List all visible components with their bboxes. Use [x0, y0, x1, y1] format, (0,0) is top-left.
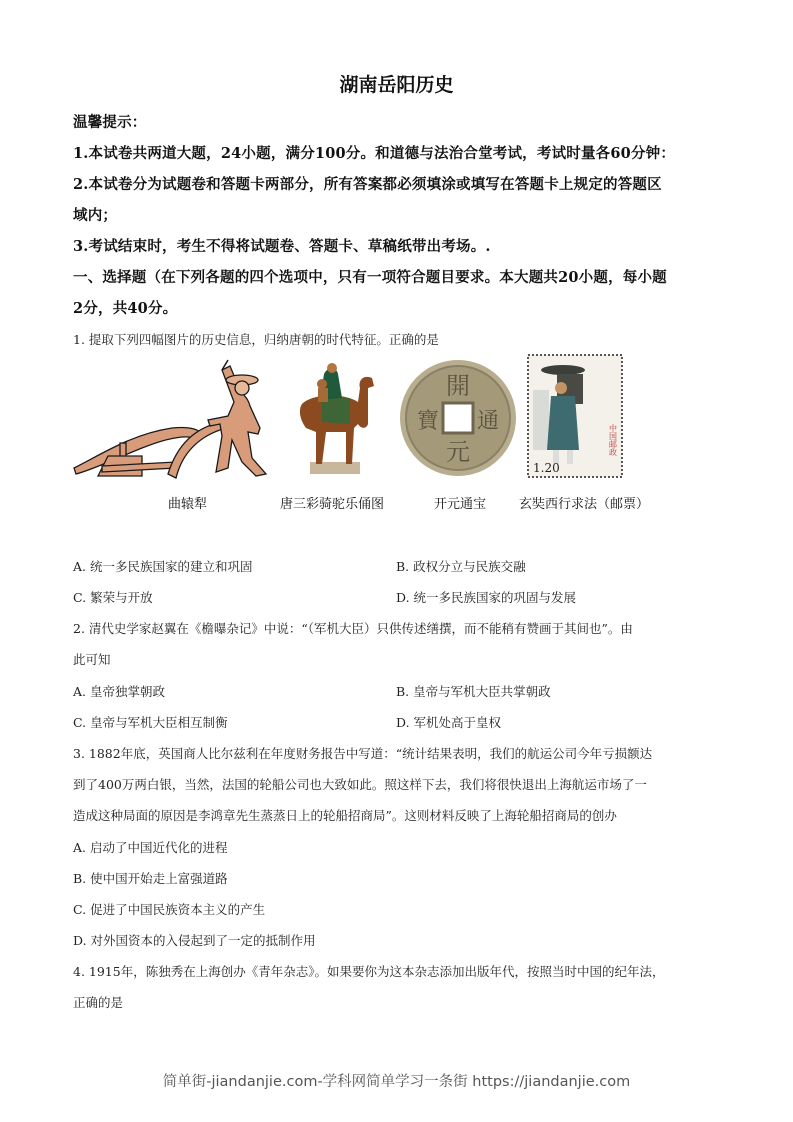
svg-text:寶: 寶	[416, 409, 440, 434]
question-3-option-d[interactable]: D. 对外国资本的入侵起到了一定的抵制作用	[73, 933, 316, 948]
notice-line: 2.本试卷分为试题卷和答题卡两部分，所有答案都必须填涂或填写在答题卡上规定的答题区	[73, 176, 662, 193]
page-title: 湖南岳阳历史	[339, 74, 454, 96]
svg-text:元: 元	[446, 438, 470, 466]
section-heading: 2分，共40分。	[73, 300, 178, 317]
svg-text:通: 通	[476, 409, 500, 434]
svg-text:中国邮政: 中国邮政	[608, 424, 618, 456]
question-3-option-b[interactable]: B. 使中国开始走上富强道路	[73, 871, 228, 886]
question-1-option-a[interactable]: A. 统一多民族国家的建立和巩固	[73, 559, 253, 574]
question-1-option-b[interactable]: B. 政权分立与民族交融	[396, 559, 526, 574]
figure-caption: 曲辕犁	[168, 497, 208, 512]
question-3-stem: 到了400万两白银，当然，法国的轮船公司也大致如此。照这样下去，我们将很快退出上海航运市场了一	[73, 777, 647, 792]
question-2-option-b[interactable]: B. 皇帝与军机大臣共掌朝政	[396, 684, 551, 699]
question-4-stem: 正确的是	[73, 995, 124, 1010]
svg-text:1.20: 1.20	[533, 461, 560, 475]
figure-caption: 唐三彩骑驼乐俑图	[280, 497, 385, 512]
question-2-option-d[interactable]: D. 军机处高于皇权	[396, 715, 502, 730]
tang-sancai-camel-image	[292, 358, 380, 478]
question-3-stem: 造成这种局面的原因是李鸿章先生蒸蒸日上的轮船招商局”。这则材料反映了上海轮船招商局的创办	[73, 808, 617, 823]
curved-shaft-plow-image	[72, 358, 272, 480]
question-1-option-d[interactable]: D. 统一多民族国家的巩固与发展	[396, 590, 577, 605]
figure-caption: 玄奘西行求法（邮票）	[519, 497, 650, 512]
section-heading: 一、选择题（在下列各题的四个选项中，只有一项符合题目要求。本大题共20小题，每小题	[73, 269, 667, 286]
question-3-stem: 3. 1882年底，英国商人比尔兹利在年度财务报告中写道：“统计结果表明，我们的航运公司今年亏损额达	[73, 746, 653, 761]
kaiyuan-coin-image	[398, 358, 518, 478]
figure-caption: 开元通宝	[434, 497, 487, 512]
question-3-option-c[interactable]: C. 促进了中国民族资本主义的产生	[73, 902, 266, 917]
question-1-stem: 1. 提取下列四幅图片的历史信息，归纳唐朝的时代特征。正确的是	[73, 332, 439, 347]
question-2-stem: 2. 清代史学家赵翼在《檐曝杂记》中说：“（军机大臣）只供传述缮撰，而不能稍有赞画于其间也”。由	[73, 621, 633, 636]
question-2-stem: 此可知	[73, 652, 111, 667]
xuanzang-stamp-image	[527, 354, 623, 478]
question-3-option-a[interactable]: A. 启动了中国近代化的进程	[73, 840, 228, 855]
question-4-stem: 4. 1915年，陈独秀在上海创办《青年杂志》。如果要你为这本杂志添加出版年代，按照当时中国的纪年法，	[73, 964, 665, 979]
question-1-option-c[interactable]: C. 繁荣与开放	[73, 590, 153, 605]
notice-heading: 温馨提示：	[73, 114, 147, 131]
notice-line: 域内；	[73, 207, 118, 224]
notice-line: 3.考试结束时，考生不得将试题卷、答题卡、草稿纸带出考场。.	[73, 238, 491, 255]
page-footer-watermark: 简单街-jiandanjie.com-学科网简单学习一条街 https://jiandanjie.com	[162, 1074, 631, 1090]
question-2-option-c[interactable]: C. 皇帝与军机大臣相互制衡	[73, 715, 228, 730]
question-2-option-a[interactable]: A. 皇帝独掌朝政	[73, 684, 165, 699]
notice-line: 1.本试卷共两道大题，24小题，满分100分。和道德与法治合堂考试，考试时量各60分钟：	[73, 145, 676, 162]
svg-text:開: 開	[446, 372, 470, 400]
